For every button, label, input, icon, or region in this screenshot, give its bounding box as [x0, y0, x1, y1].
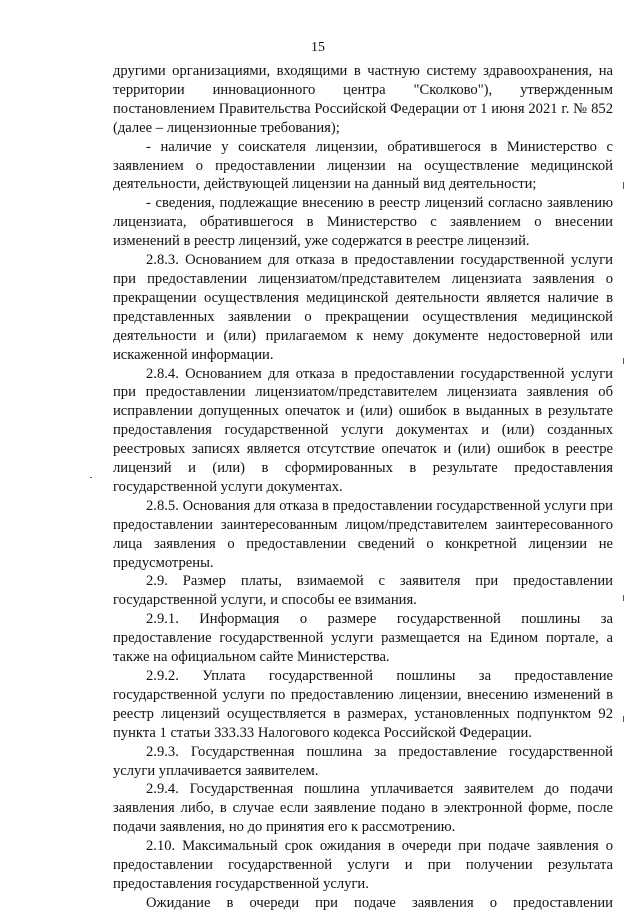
paragraph-waiting-queue: Ожидание в очереди при подаче заявления о предоставлении	[146, 894, 613, 911]
scan-mark	[623, 716, 624, 722]
scan-mark	[623, 595, 624, 601]
paragraph-2-8-3: 2.8.3. Основанием для отказа в предоставлении государственной услуги при предоставлении лицензиатом/представителем лицензиата заявления о прекращении осуществления медицинской деятельности является наличие в представленных заявлении о прекращении осуществления медицинской деятельности и (или) прилагаемом к нему документе недостоверной или искаженной информации.	[113, 252, 613, 363]
paragraph-licensing-requirements: другими организациями, входящими в частную систему здравоохранения, на территории инновационного центра "Сколково"), утвержденным постановлением Правительства Российской Федерации от 1 июня 2021 г. № 852 (далее – лицензионные требования);	[113, 63, 613, 136]
paragraph-2-9: 2.9. Размер платы, взимаемой с заявителя при предоставлении государственной услуги, и способы ее взимания.	[113, 573, 613, 609]
paragraph-existing-license: - наличие у соискателя лицензии, обратившегося в Министерство с заявлением о предоставлении лицензии на осуществление медицинской деятельности, действующей лицензии на данный вид деятельности;	[113, 138, 613, 193]
paragraph-2-9-1: 2.9.1. Информация о размере государственной пошлины за предоставление государственной услуги размещается на Едином портале, а также на официальном сайте Министерства.	[113, 611, 613, 666]
paragraph-registry-info: - сведения, подлежащие внесению в реестр лицензий согласно заявлению лицензиата, обратившегося в Министерство с заявлением о внесении изменений в реестр лицензий, уже содержатся в реестре лицензий.	[113, 195, 613, 250]
scan-mark	[623, 182, 624, 189]
paragraph-2-9-3: 2.9.3. Государственная пошлина за предоставление государственной услуги уплачивается заявителем.	[113, 743, 613, 779]
scan-mark	[90, 477, 92, 478]
paragraph-2-9-2: 2.9.2. Уплата государственной пошлины за предоставление государственной услуги по предоставлению лицензии, внесению изменений в реестр лицензий осуществляется в размерах, установленных подпунктом 92 пункта 1 статьи 333.33 Налогового кодекса Российской Федерации.	[113, 668, 613, 741]
paragraph-2-8-4: 2.8.4. Основанием для отказа в предоставлении государственной услуги при предоставлении лицензиатом/представителем лицензиата заявления об исправлении допущенных опечаток и (или) ошибок в выданных в результате предоставления государственной услуги документах и (или) созданных реестровых записях является отсутствие опечаток и (или) ошибок в реестре лицензий и (или) в сформированных в результате предоставления государственной услуги документах.	[113, 365, 613, 495]
scan-mark	[623, 358, 624, 364]
page-number: 15	[311, 40, 325, 55]
document-body	[113, 62, 613, 913]
paragraph-2-9-4: 2.9.4. Государственная пошлина уплачивается заявителем до подачи заявления либо, в случае если заявление подано в электронной форме, после подачи заявления, но до принятия его к рассмотрению.	[113, 781, 613, 836]
paragraph-2-8-5: 2.8.5. Основания для отказа в предоставлении государственной услуги при предоставлении заинтересованным лицом/представителем заинтересованного лица заявления о предоставлении сведений о конкретной лицензии не предусмотрены.	[113, 497, 613, 571]
paragraph-2-10: 2.10. Максимальный срок ожидания в очереди при подаче заявления о предоставлении государственной услуги и при получении результата предоставления государственной услуги.	[113, 838, 613, 892]
